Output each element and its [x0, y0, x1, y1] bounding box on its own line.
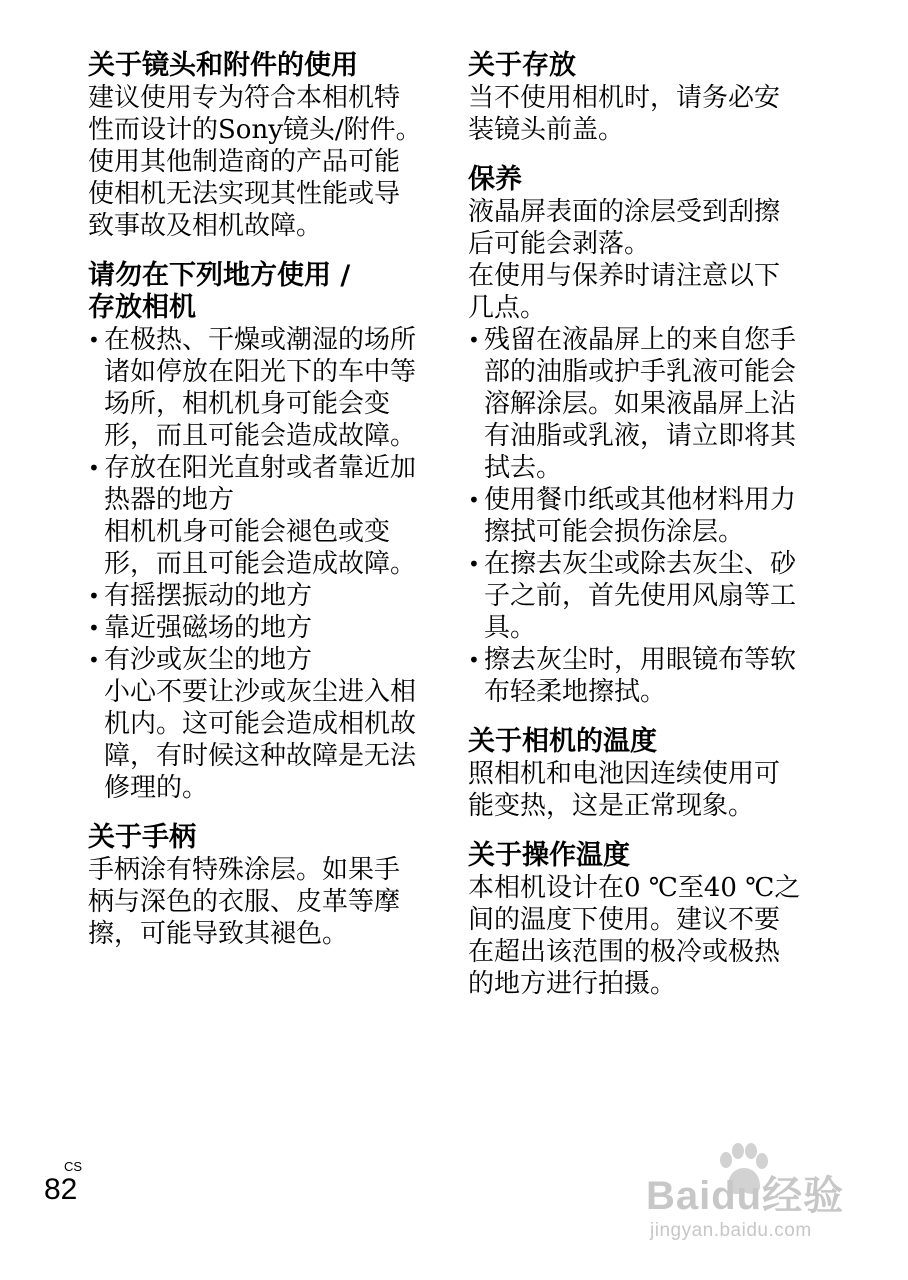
list-item: • 使用餐巾纸或其他材料用力擦拭可能会损伤涂层。 [468, 484, 803, 548]
paragraph-storage: 当不使用相机时，请务必安装镜头前盖。 [468, 83, 781, 145]
section-camera-temperature [468, 726, 803, 822]
section-care [468, 164, 803, 708]
heading-avoid-locations: 请勿在下列地方使用 / 存放相机 [88, 260, 351, 323]
paragraph-operating-temperature: 本相机设计在0 ℃至40 ℃之间的温度下使用。建议不要在超出该范围的极冷或极热的地方进行拍摄。 [468, 873, 801, 999]
heading-lens-accessories: 关于镜头和附件的使用 [88, 50, 358, 81]
left-column [88, 50, 423, 968]
watermark-brand: Baidu经验 [646, 1174, 845, 1218]
section-grip [88, 822, 423, 950]
list-item: • 擦去灰尘时，用眼镜布等软布轻柔地擦拭。 [468, 644, 803, 708]
bullet-text: 有摇摆振动的地方 [104, 581, 313, 611]
paragraph-care-coating: 液晶屏表面的涂层受到刮擦后可能会剥落。 [468, 197, 781, 259]
avoid-locations-list [88, 324, 423, 804]
section-operating-temperature [468, 840, 803, 1000]
bullet-note: 相机机身可能会褪色或变形，而且可能会造成故障。 [104, 517, 417, 579]
watermark [640, 1140, 880, 1250]
bullet-text: 靠近强磁场的地方 [104, 613, 313, 643]
list-item [88, 612, 423, 644]
paragraph-camera-temperature: 照相机和电池因连续使用可能变热，这是正常现象。 [468, 759, 781, 821]
heading-care: 保养 [468, 164, 522, 195]
language-code: CS [64, 1159, 83, 1174]
list-item [88, 324, 423, 452]
bullet-text: 存放在阳光直射或者靠近加热器的地方 [104, 453, 417, 515]
heading-storage: 关于存放 [468, 50, 576, 81]
bullet-text: 有沙或灰尘的地方 [104, 645, 313, 675]
page-footer [44, 1160, 82, 1206]
list-item [88, 644, 423, 804]
list-item: • 在擦去灰尘或除去灰尘、砂子之前，首先使用风扇等工具。 [468, 548, 803, 644]
list-item: • 残留在液晶屏上的来自您手部的油脂或护手乳液可能会溶解涂层。如果液晶屏上沾有油脂或乳液，请立即将其拭去。 [468, 324, 803, 484]
paragraph-lens-accessories: 建议使用专为符合本相机特性而设计的Sony镜头/附件。使用其他制造商的产品可能使相机无法实现其性能或导致事故及相机故障。 [88, 83, 422, 241]
list-item [88, 580, 423, 612]
section-lens-accessories [88, 50, 423, 242]
right-column [468, 50, 803, 1018]
heading-camera-temperature: 关于相机的温度 [468, 726, 657, 757]
care-list [468, 324, 803, 708]
section-avoid-locations [88, 260, 423, 804]
watermark-url: jingyan.baidu.com [650, 1220, 812, 1241]
bullet-note: 小心不要让沙或灰尘进入相机内。这可能会造成相机故障，有时候这种故障是无法修理的。 [104, 677, 417, 803]
bullet-note: 诸如停放在阳光下的车中等场所，相机机身可能会变形，而且可能会造成故障。 [104, 357, 417, 451]
page-number: 82 [44, 1173, 78, 1206]
bullet-text: 在极热、干燥或潮湿的场所 [104, 325, 417, 355]
heading-grip: 关于手柄 [88, 822, 196, 853]
paragraph-care-notes: 在使用与保养时请注意以下几点。 [468, 261, 781, 323]
section-storage [468, 50, 803, 146]
list-item [88, 452, 423, 580]
paragraph-grip: 手柄涂有特殊涂层。如果手柄与深色的衣服、皮革等摩擦，可能导致其褪色。 [88, 855, 401, 949]
heading-operating-temperature: 关于操作温度 [468, 840, 630, 871]
